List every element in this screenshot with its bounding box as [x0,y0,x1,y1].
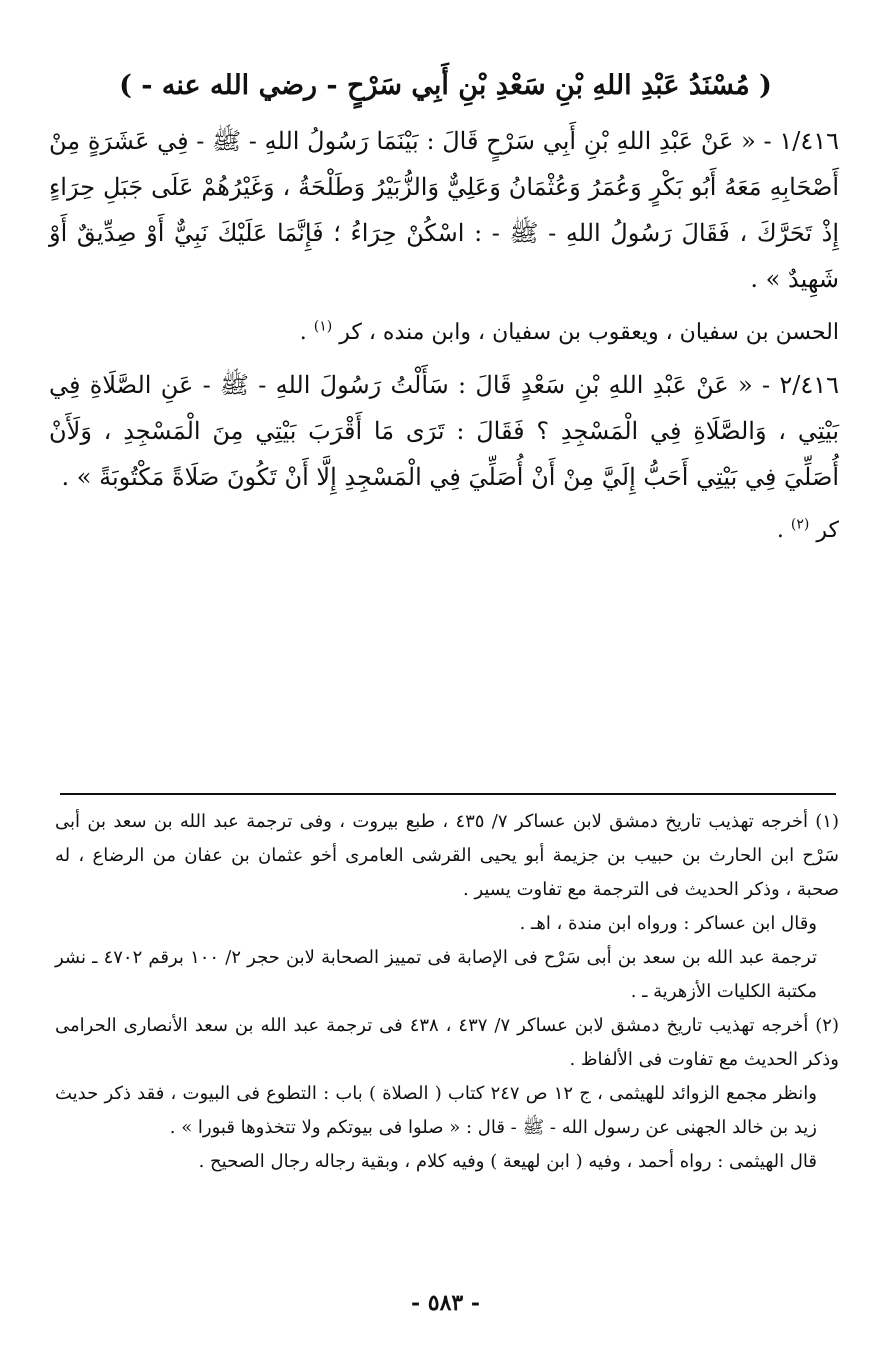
hadith-1: ١/٤١٦ - « عَنْ عَبْدِ اللهِ بْنِ أَبِي سَرْحٍ قَالَ : بَيْنَمَا رَسُولُ اللهِ - ﷺ - فِي عَشَرَةٍ مِنْ أَصْحَابِهِ مَعَهُ أَبُو بَكْرٍ وَعُمَرُ وَعُثْمَانُ وَعَلِيٌّ وَالزُّبَيْرُ وَطَلْحَةُ ، وَغَيْرُهُمْ عَلَى جَبَلِ حِرَاءٍ إِذْ تَحَرَّكَ ، فَقَالَ رَسُولُ اللهِ - ﷺ - : اسْكُنْ حِرَاءُ ؛ فَإِنَّمَا عَلَيْكَ نَبِيٌّ أَوْ صِدِّيقٌ أَوْ شَهِيدٌ » . [49,127,839,293]
main-text [49,118,839,560]
page-number: - ٥٨٣ - [410,1290,481,1316]
hadith-1-source-text: الحسن بن سفيان ، ويعقوب بن سفيان ، وابن منده ، كر [339,320,839,345]
footnote-2-line-1: (٢) أخرجه تهذيب تاريخ دمشق لابن عساكر ٧/ ٤٣٧ ، ٤٣٨ فى ترجمة عبد الله بن سعد الأنصارى الحرامى وذكر الحديث مع تفاوت فى الألفاظ . [55,1015,839,1070]
hadith-1-source: الحسن بن سفيان ، ويعقوب بن سفيان ، وابن منده ، كر $^{(١)}$ . [299,318,839,345]
hadith-2-source-text: كر [816,518,839,543]
footnote-1-line-1: (١) أخرجه تهذيب تاريخ دمشق لابن عساكر ٧/ ٤٣٥ ، طبع بيروت ، وفى ترجمة عبد الله بن سعد بن أبى سَرْح ابن الحارث بن حبيب بن جزيمة أبو يحيى القرشى العامرى أخو عثمان بن عفان من الرضاع ، له صحبة ، وذكر الحديث فى الترجمة مع تفاوت يسير . [55,811,839,900]
footnote-1-line-2: وقال ابن عساكر : ورواه ابن مندة ، اهـ . [519,913,817,934]
hadith-2: ٢/٤١٦ - « عَنْ عَبْدِ اللهِ بْنِ سَعْدٍ قَالَ : سَأَلْتُ رَسُولَ اللهِ - ﷺ - عَنِ الصَّلَاةِ فِي بَيْتِي ، وَالصَّلَاةِ فِي الْمَسْجِدِ ؟ فَقَالَ : تَرَى مَا أَقْرَبَ بَيْتِي مِنَ الْمَسْجِدِ ، وَلَأَنْ أُصَلِّيَ فِي بَيْتِي أَحَبُّ إِلَيَّ مِنْ أَنْ أُصَلِّيَ فِي الْمَسْجِدِ إِلَّا أَنْ تَكُونَ صَلَاةً مَكْتُوبَةً » . [49,371,839,491]
footnote-2-line-2: وانظر مجمع الزوائد للهيثمى ، ج ١٢ ص ٢٤٧ كتاب ( الصلاة ) باب : التطوع فى البيوت ، فقد ذكر حديث زيد بن خالد الجهنى عن رسول الله - ﷺ - قال : « صلوا فى بيوتكم ولا تتخذوها قبورا » . [55,1083,817,1138]
footnote-2-line-3: قال الهيثمى : رواه أحمد ، وفيه ( ابن لهيعة ) وفيه كلام ، وبقية رجاله رجال الصحيح . [198,1151,817,1172]
footnote-separator [60,793,836,795]
footnotes [55,805,839,1179]
footnote-ref-2: (٢) [790,516,810,533]
hadith-2-source: كر $^{(٢)}$ . [776,516,839,543]
footnote-ref-1: (١) [313,318,333,335]
footnote-1-line-3: ترجمة عبد الله بن سعد بن أبى سَرْح فى الإصابة فى تمييز الصحابة لابن حجر ٢/ ١٠٠ برقم ٤٧٠٢ ـ نشر مكتبة الكليات الأزهرية ـ . [55,947,817,1002]
section-title: ( مُسْنَدُ عَبْدِ اللهِ بْنِ سَعْدِ بْنِ أَبِي سَرْحٍ - رضي الله عنه - ) [119,70,772,101]
